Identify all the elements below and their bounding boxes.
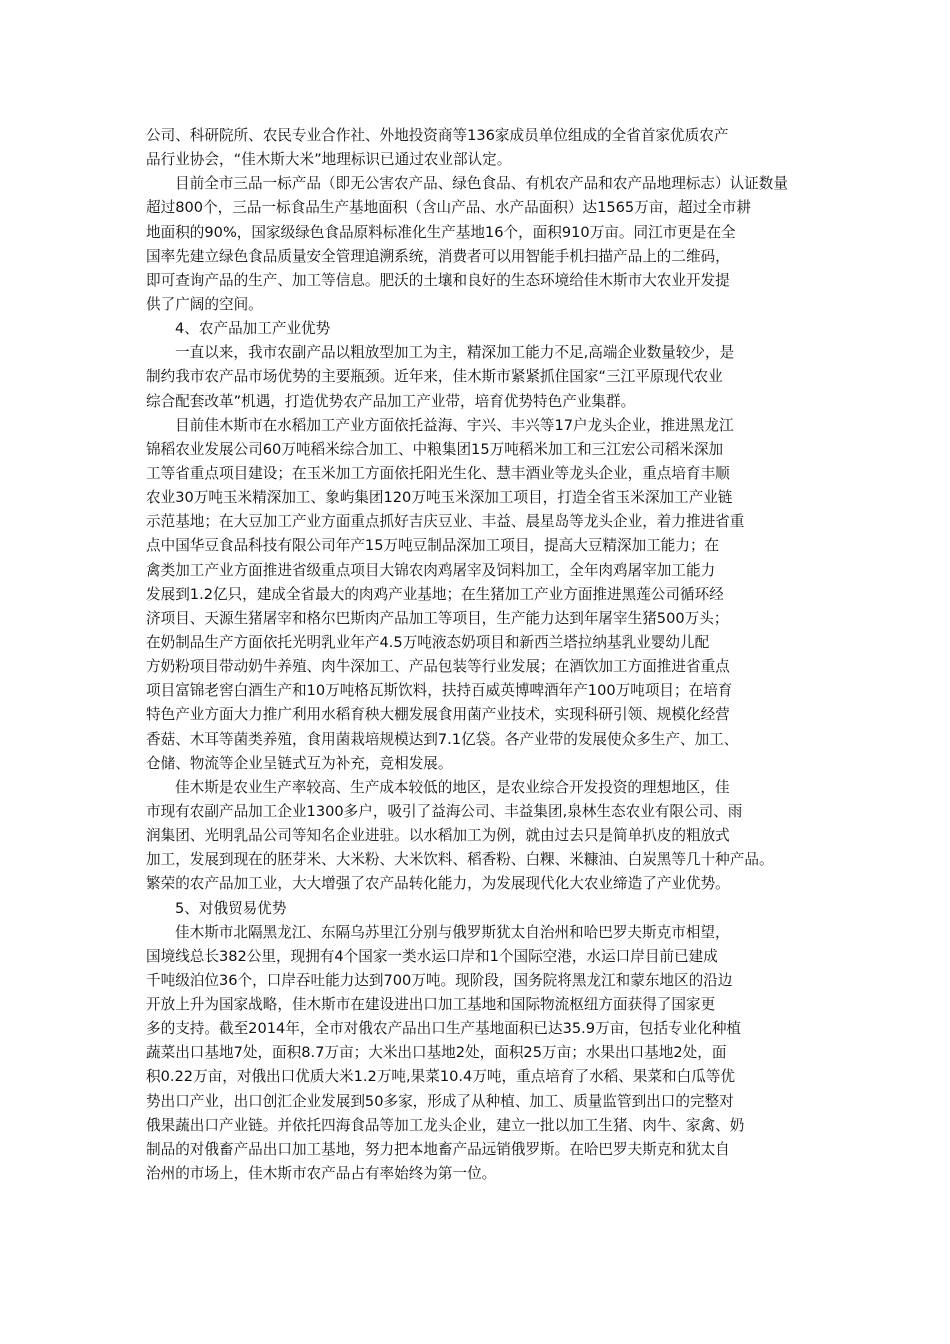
text-line: 禽类加工产业方面推进省级重点项目大锦农肉鸡屠宰及饲料加工，全年肉鸡屠宰加工能力 xyxy=(146,561,716,579)
text-line: 公司、科研院所、农民专业合作社、外地投资商等136家成员单位组成的全省首家优质农产 xyxy=(146,127,729,144)
text-line: 特色产业方面大力推广利用水稻育秧大棚发展食用菌产业技术，实现科研引领、规模化经营 xyxy=(146,706,730,724)
text-line: 示范基地；在大豆加工产业方面重点抓好吉庆豆业、丰益、晨星岛等龙头企业，着力推进省重 xyxy=(146,513,745,531)
text-line: 一直以来，我市农副产品以粗放型加工为主，精深加工能力不足,高端企业数量较少，是 xyxy=(175,344,735,362)
text-line: 方奶粉项目带动奶牛养殖、肉牛深加工、产品包装等行业发展；在酒饮加工方面推进省重点 xyxy=(146,658,730,676)
text-line: 加工，发展到现在的胚芽米、大米粉、大米饮料、稻香粉、白粿、米糠油、白炭黑等几十种产品。 xyxy=(146,851,774,869)
text-line: 治州的市场上，佳木斯市农产品占有率始终为第一位。 xyxy=(146,1165,497,1183)
text-line: 地面积的90%，国家级绿色食品原料标准化生产基地16个，面积910万亩。同江市更是在全 xyxy=(146,223,736,241)
text-line: 蔬菜出口基地7处，面积8.7万亩；大米出口基地2处，面积25万亩；水果出口基地2处，面 xyxy=(146,1044,727,1062)
text-line: 发展到1.2亿只，建成全省最大的肉鸡产业基地；在生猪加工产业方面推进黑莲公司循环经 xyxy=(146,585,724,603)
document-body xyxy=(146,124,806,1186)
text-line: 香菇、木耳等菌类养殖，食用菌栽培规模达到7.1亿袋。各产业带的发展使众多生产、加工、 xyxy=(146,730,739,748)
text-line: 千吨级泊位36个，口岸吞吐能力达到700万吨。现阶段，国务院将黑龙江和蒙东地区的沿边 xyxy=(146,971,733,989)
text-line: 目前全市三品一标产品（即无公害农产品、绿色食品、有机农产品和农产品地理标志）认证数量 xyxy=(175,175,788,193)
text-line: 佳木斯市北隔黑龙江、东隔乌苏里江分别与俄罗斯犹太自治州和哈巴罗夫斯克市相望， xyxy=(175,923,730,941)
text-line: 5、对俄贸易优势 xyxy=(175,899,287,917)
text-line: 积0.22万亩，对俄出口优质大米1.2万吨,果菜10.4万吨，重点培育了水稻、果菜和白瓜等优 xyxy=(146,1068,736,1086)
text-line: 济项目、天源生猪屠宰和格尔巴斯肉产品加工等项目，生产能力达到年屠宰生猪500万头； xyxy=(146,609,729,627)
text-line: 点中国华豆食品科技有限公司年产15万吨豆制品深加工项目，提高大豆精深加工能力；在 xyxy=(146,537,720,555)
text-line: 供了广阔的空间。 xyxy=(146,295,263,313)
text-line: 开放上升为国家战略，佳木斯市在建设进出口加工基地和国际物流枢纽方面获得了国家更 xyxy=(146,996,716,1014)
text-line: 4、农产品加工产业优势 xyxy=(175,320,331,338)
text-line: 多的支持。截至2014年，全市对俄农产品出口生产基地面积已达35.9万亩，包括专业化种植 xyxy=(146,1020,742,1038)
text-line: 制品的对俄畜产品出口加工基地，努力把本地畜产品远销俄罗斯。在哈巴罗夫斯克和犹太自 xyxy=(146,1140,730,1158)
text-line: 在奶制品生产方面依托光明乳业年产4.5万吨液态奶项目和新西兰塔拉纳基乳业婴幼儿配 xyxy=(146,633,710,651)
text-line: 市现有农副产品加工企业1300多户，吸引了益海公司、丰益集团,泉林生态农业有限公司、雨 xyxy=(146,802,743,820)
text-line: 综合配套改革”机遇，打造优势农产品加工产业带，培育优势特色产业集群。 xyxy=(146,392,636,410)
text-line: 目前佳木斯市在水稻加工产业方面依托益海、宇兴、丰兴等17户龙头企业，推进黑龙江 xyxy=(175,416,734,434)
text-line: 俄果蔬出口产业链。并依托四海食品等加工龙头企业，建立一批以加工生猪、肉牛、家禽、奶 xyxy=(146,1116,745,1134)
text-line: 项目富锦老窖白酒生产和10万吨格瓦斯饮料，扶持百威英博啤酒年产100万吨项目；在培育 xyxy=(146,682,733,700)
text-line: 仓储、物流等企业呈链式互为补充，竞相发展。 xyxy=(146,754,453,772)
text-line: 势出口产业，出口创汇企业发展到50多家，形成了从种植、加工、质量监管到出口的完整对 xyxy=(146,1092,734,1110)
text-line: 工等省重点项目建设；在玉米加工方面依托阳光生化、慧丰酒业等龙头企业，重点培育丰顺 xyxy=(146,464,730,482)
text-line: 超过800个，三品一标食品生产基地面积（含山产品、水产品面积）达1565万亩，超过全市耕 xyxy=(146,199,751,217)
text-line: 佳木斯是农业生产率较高、生产成本较低的地区，是农业综合开发投资的理想地区，佳 xyxy=(175,778,730,796)
text-line: 品行业协会，“佳木斯大米”地理标识已通过农业部认定。 xyxy=(146,151,512,169)
text-line: 制约我市农产品市场优势的主要瓶颈。近年来，佳木斯市紧紧抓住国家“三江平原现代农业 xyxy=(146,368,723,386)
text-line: 国境线总长382公里，现拥有4个国家一类水运口岸和1个国际空港，水运口岸目前已建成 xyxy=(146,947,718,965)
text-line: 锦稻农业发展公司60万吨稻米综合加工、中粮集团15万吨稻米加工和三江宏公司稻米深加 xyxy=(146,440,724,458)
text-line: 繁荣的农产品加工业，大大增强了农产品转化能力，为发展现代化大农业缔造了产业优势。 xyxy=(146,875,730,893)
text-line: 国率先建立绿色食品质量安全管理追溯系统，消费者可以用智能手机扫描产品上的二维码， xyxy=(146,247,730,265)
text-line: 农业30万吨玉米精深加工、象屿集团120万吨玉米深加工项目，打造全省玉米深加工产业链 xyxy=(146,489,733,507)
text-line: 即可查询产品的生产、加工等信息。肥沃的土壤和良好的生态环境给佳木斯市大农业开发提 xyxy=(146,271,730,289)
text-line: 润集团、光明乳品公司等知名企业进驻。以水稻加工为例，就由过去只是简单扒皮的粗放式 xyxy=(146,827,730,845)
